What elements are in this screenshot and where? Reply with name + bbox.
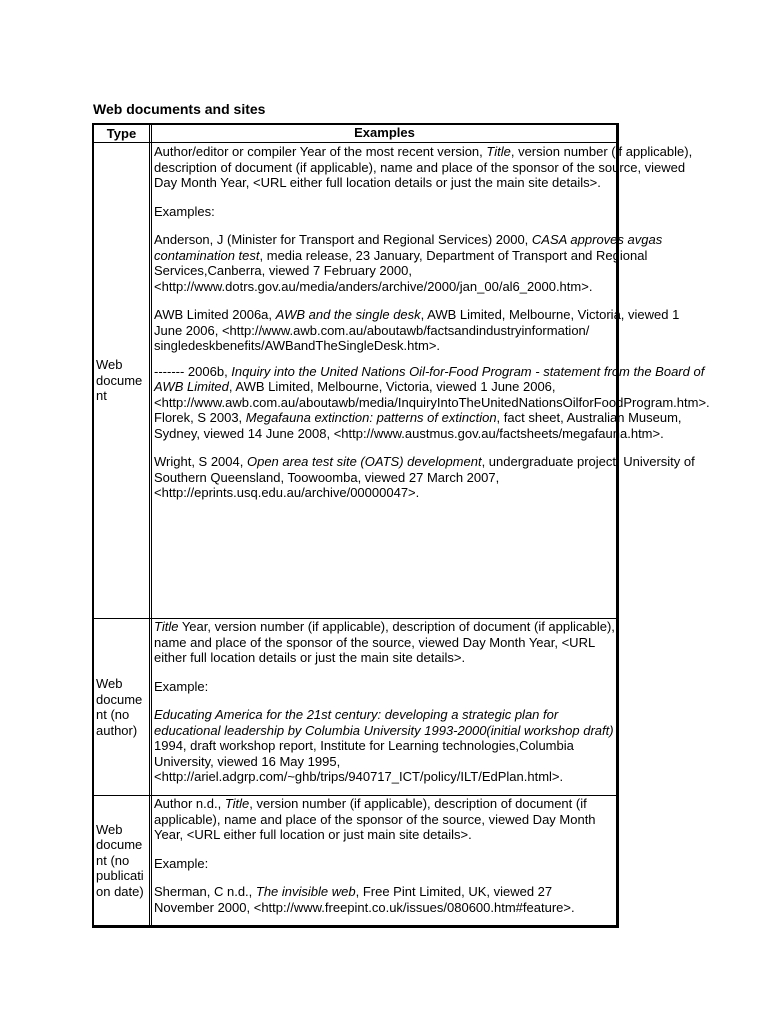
type-line: nt [96,388,107,404]
table-header-row [94,125,616,142]
table-row [94,142,710,618]
type-line: nt (no [96,707,130,722]
type-line: Web [96,676,123,691]
table-row [94,795,616,925]
type-line: Web [96,357,123,373]
reference-entry: Educating America for the 21st century: developing a strategic plan for educational leadership by Columbia University 1993-2000(initial workshop draft) 1994, draft workshop report, Institute for Learning technologies,Columbia University, viewed 16 May 1995, <http://ariel.adgrp.com/~ghb/trips/940717_ICT/policy/ILT/EdPlan.html>. [154,707,614,784]
type-line: docume [96,372,143,388]
type-line: docume [96,691,143,707]
type-cell [94,143,150,618]
type-line: docume [96,837,143,853]
section-heading: Web documents and sites [93,101,266,117]
format-description: Title Year, version number (if applicable), description of document (if applicable), name and place of the sponsor of the source, viewed Day Month Year, <URL either full location details or just the main site details>. [154,619,615,665]
type-line: author) [96,722,138,738]
reference-entry: AWB Limited 2006a, AWB and the single desk, AWB Limited, Melbourne, Victoria, viewed 1 June 2006, <http://www.awb.com.au/aboutawb/factsandindustryinformation/ singledeskbenefits/AWBandTheSingleDesk.htm>. [154,307,680,353]
type-cell [94,796,150,925]
reference-entry: ------- 2006b, Inquiry into the United Nations Oil-for-Food Program - statement from the Board of AWB Limited, AWB Limited, Melbourne, Victoria, viewed 1 June 2006, <http://www.awb.com.au/aboutawb/media/InquiryIntoTheUnitedNationsOilforFoodProgram.htm>. [154,363,710,410]
type-line: publicati [96,868,144,884]
reference-entry: Anderson, J (Minister for Transport and Regional Services) 2000, CASA approves avgas contamination test, media release, 23 January, Department of Transport and Regional Services,Canberra, viewed 7 February 2000, <http://www.dotrs.gov.au/media/anders/archive/2000/jan_00/al6_2000.htm>. [154,232,663,294]
type-line: nt (no [96,852,130,868]
examples-cell [151,796,616,925]
type-line: Web [96,821,123,837]
examples-cell [151,143,711,618]
examples-cell [151,619,616,795]
format-description: Author/editor or compiler Year of the most recent version, Title, version number (if applicable), description of document (if applicable), name and place of the sponsor of the source, viewed Day Month Year, <URL either full location details or just the main site details>. [154,144,693,190]
reference-entry: Sherman, C n.d., The invisible web, Free Pint Limited, UK, viewed 27 November 2000, <http://www.freepint.co.uk/issues/080600.htm#feature>. [154,884,575,915]
reference-entry: Wright, S 2004, Open area test site (OATS) development, undergraduate project, University of Southern Queensland, Toowoomba, viewed 27 March 2007, <http://eprints.usq.edu.au/archive/00000047>. [154,454,695,500]
examples-label: Example: [154,678,209,694]
examples-label: Examples: [154,203,215,219]
type-cell [94,619,150,795]
header-examples: Examples [151,125,616,142]
type-line: on date) [96,883,144,899]
references-table [92,123,710,928]
reference-entry: Florek, S 2003, Megafauna extinction: patterns of extinction, fact sheet, Australian Museum, Sydney, viewed 14 June 2008, <http://www.austmus.gov.au/factsheets/megafauna.htm>. [154,410,682,441]
table-row [94,618,616,795]
format-description: Author n.d., Title, version number (if applicable), description of document (if applicable), name and place of the sponsor of the source, viewed Day Month Year, <URL either full location or just main site details>. [154,796,596,842]
header-type: Type [94,125,150,142]
examples-label: Example: [154,855,209,871]
